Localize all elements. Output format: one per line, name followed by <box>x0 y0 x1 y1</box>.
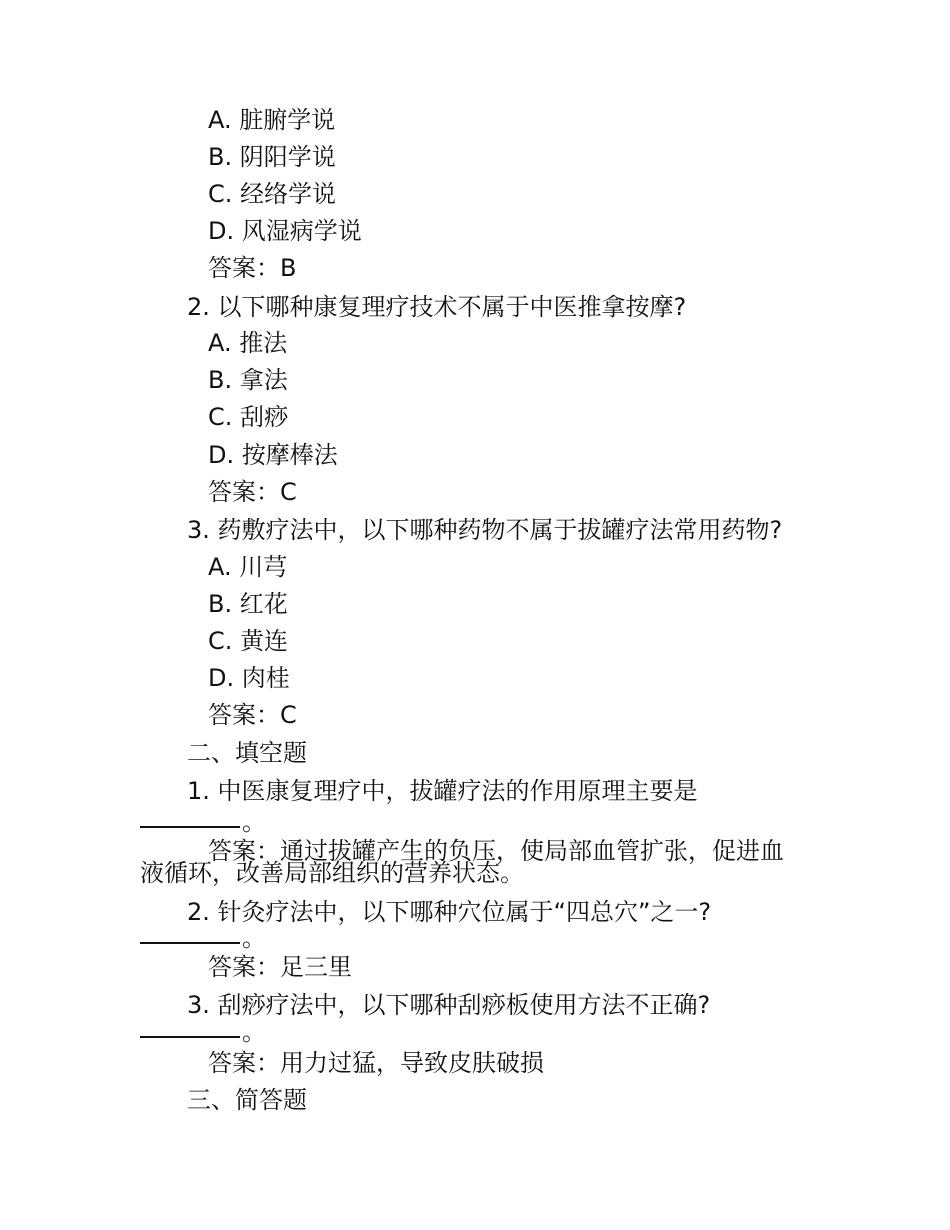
fill-q1-blank-line <box>140 806 266 838</box>
q1-option-a: A. 脏腑学说 <box>208 106 336 134</box>
section3-heading: 三、简答题 <box>187 1086 307 1114</box>
q3-option-a: A. 川芎 <box>208 553 288 581</box>
fill-q2-answer: 答案：足三里 <box>208 953 352 981</box>
q3-option-d: D. 肉桂 <box>208 664 290 692</box>
q2-option-b: B. 拿法 <box>208 366 288 394</box>
fill-q3-answer: 答案：用力过猛，导致皮肤破损 <box>208 1049 544 1077</box>
fill-q1-question: 1. 中医康复理疗中，拔罐疗法的作用原理主要是 <box>187 777 698 805</box>
q2-option-a: A. 推法 <box>208 329 288 357</box>
blank-underline <box>140 826 240 828</box>
blank-underline <box>140 1036 240 1038</box>
blank-period: 。 <box>242 808 266 836</box>
fill-q1-answer-line2: 液循环，改善局部组织的营养状态。 <box>140 859 524 887</box>
fill-q3-question: 3. 刮痧疗法中，以下哪种刮痧板使用方法不正确? <box>187 991 711 1019</box>
q2-option-c: C. 刮痧 <box>208 403 289 431</box>
q3-option-b: B. 红花 <box>208 590 288 618</box>
q2-question: 2. 以下哪种康复理疗技术不属于中医推拿按摩? <box>187 293 687 321</box>
fill-q2-blank-line <box>140 922 266 954</box>
q3-answer: 答案：C <box>208 701 297 729</box>
fill-q3-blank-line <box>140 1016 266 1048</box>
blank-underline <box>140 942 240 944</box>
blank-period: 。 <box>242 1018 266 1046</box>
q1-option-b: B. 阴阳学说 <box>208 143 336 171</box>
q1-answer: 答案：B <box>208 254 297 282</box>
section2-heading: 二、填空题 <box>187 739 307 767</box>
q3-question: 3. 药敷疗法中，以下哪种药物不属于拔罐疗法常用药物? <box>187 516 783 544</box>
q1-option-d: D. 风湿病学说 <box>208 217 362 245</box>
q2-option-d: D. 按摩棒法 <box>208 441 338 469</box>
q1-option-c: C. 经络学说 <box>208 180 337 208</box>
q2-answer: 答案：C <box>208 478 297 506</box>
q3-option-c: C. 黄连 <box>208 627 289 655</box>
blank-period: 。 <box>242 924 266 952</box>
fill-q1-answer-line1: 答案：通过拔罐产生的负压，使局部血管扩张，促进血 <box>208 837 784 865</box>
fill-q2-question: 2. 针灸疗法中，以下哪种穴位属于“四总穴”之一? <box>187 898 712 926</box>
